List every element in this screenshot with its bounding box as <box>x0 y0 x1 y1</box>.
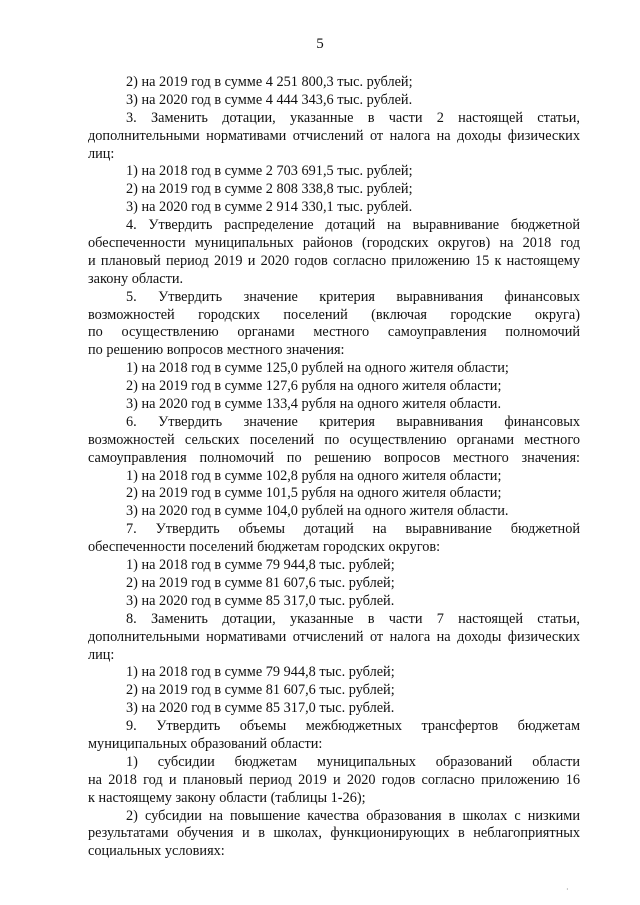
page-number: 5 <box>316 36 324 52</box>
text-line: 2) на 2019 год в сумме 101,5 рубля на одного жителя области; <box>126 485 502 502</box>
text-line: к настоящему закону области (таблицы 1-26); <box>88 789 366 806</box>
text-line: 9. Утвердить объемы межбюджетных трансфертов бюджетам <box>126 718 580 735</box>
text-line: 2) на 2019 год в сумме 81 607,6 тыс. рублей; <box>126 574 395 591</box>
text-line: муниципальных образований области: <box>88 735 323 752</box>
text-line: 7. Утвердить объемы дотаций на выравнивание бюджетной <box>126 521 580 538</box>
document-body <box>88 74 580 861</box>
text-line: и плановый период 2019 и 2020 годов согласно приложению 15 к настоящему <box>88 252 580 269</box>
text-line: 8. Заменить дотации, указанные в части 7 настоящей статьи, <box>126 610 580 627</box>
text-line: 2) на 2019 год в сумме 4 251 800,3 тыс. рублей; <box>126 74 413 90</box>
text-line: 3) на 2020 год в сумме 4 444 343,6 тыс. рублей. <box>126 91 413 108</box>
text-line: дополнительными нормативами отчислений от налога на доходы физических <box>88 628 580 645</box>
text-line: 3) на 2020 год в сумме 85 317,0 тыс. рублей. <box>126 592 395 609</box>
text-line: самоуправления полномочий по решению вопросов местного значения: <box>88 449 580 466</box>
text-line: обеспеченности муниципальных районов (городских округов) на 2018 год <box>88 235 580 252</box>
text-line: 3) на 2020 год в сумме 133,4 рубля на одного жителя области. <box>126 396 502 413</box>
text-line: результатами обучения и в школах, функционирующих в неблагоприятных <box>88 825 580 842</box>
text-line: 3) на 2020 год в сумме 85 317,0 тыс. рублей. <box>126 700 395 717</box>
text-line: 1) на 2018 год в сумме 2 703 691,5 тыс. рублей; <box>126 163 413 180</box>
text-line: обеспеченности поселений бюджетам городских округов: <box>88 539 441 556</box>
text-line: 3) на 2020 год в сумме 104,0 рублей на одного жителя области. <box>126 503 509 520</box>
text-line: лиц: <box>88 145 115 162</box>
text-line: 1) на 2018 год в сумме 102,8 рубля на одного жителя области; <box>126 467 502 484</box>
text-line: 2) на 2019 год в сумме 127,6 рубля на одного жителя области; <box>126 378 502 395</box>
scan-mark: · <box>566 885 569 894</box>
text-line: по решению вопросов местного значения: <box>88 342 345 359</box>
text-line: возможностей городских поселений (включая городские округа) <box>88 306 580 323</box>
text-line: 1) на 2018 год в сумме 125,0 рублей на одного жителя области; <box>126 360 509 377</box>
text-line: дополнительными нормативами отчислений от налога на доходы физических <box>88 127 580 144</box>
text-line: 2) субсидии на повышение качества образования в школах с низкими <box>126 807 580 824</box>
text-line: 6. Утвердить значение критерия выравнивания финансовых <box>126 413 580 430</box>
text-line: на 2018 год и плановый период 2019 и 2020 годов согласно приложению 16 <box>88 771 580 788</box>
text-line: 3. Заменить дотации, указанные в части 2 настоящей статьи, <box>126 109 580 126</box>
text-line: закону области. <box>88 270 184 287</box>
text-line: 1) на 2018 год в сумме 79 944,8 тыс. рублей; <box>126 664 395 681</box>
text-line: 2) на 2019 год в сумме 2 808 338,8 тыс. рублей; <box>126 181 413 198</box>
text-line: 4. Утвердить распределение дотаций на выравнивание бюджетной <box>126 217 580 234</box>
text-line: лиц: <box>88 646 115 663</box>
text-line: 1) на 2018 год в сумме 79 944,8 тыс. рублей; <box>126 557 395 574</box>
text-line: возможностей сельских поселений по осуществлению органами местного <box>88 431 580 448</box>
text-line: 1) субсидии бюджетам муниципальных образований области <box>126 753 580 770</box>
text-line: 5. Утвердить значение критерия выравнивания финансовых <box>126 288 580 305</box>
text-line: 3) на 2020 год в сумме 2 914 330,1 тыс. рублей. <box>126 199 413 216</box>
text-line: 2) на 2019 год в сумме 81 607,6 тыс. рублей; <box>126 682 395 699</box>
text-line: социальных условиях: <box>88 843 225 860</box>
text-line: по осуществлению органами местного самоуправления полномочий <box>88 324 580 341</box>
